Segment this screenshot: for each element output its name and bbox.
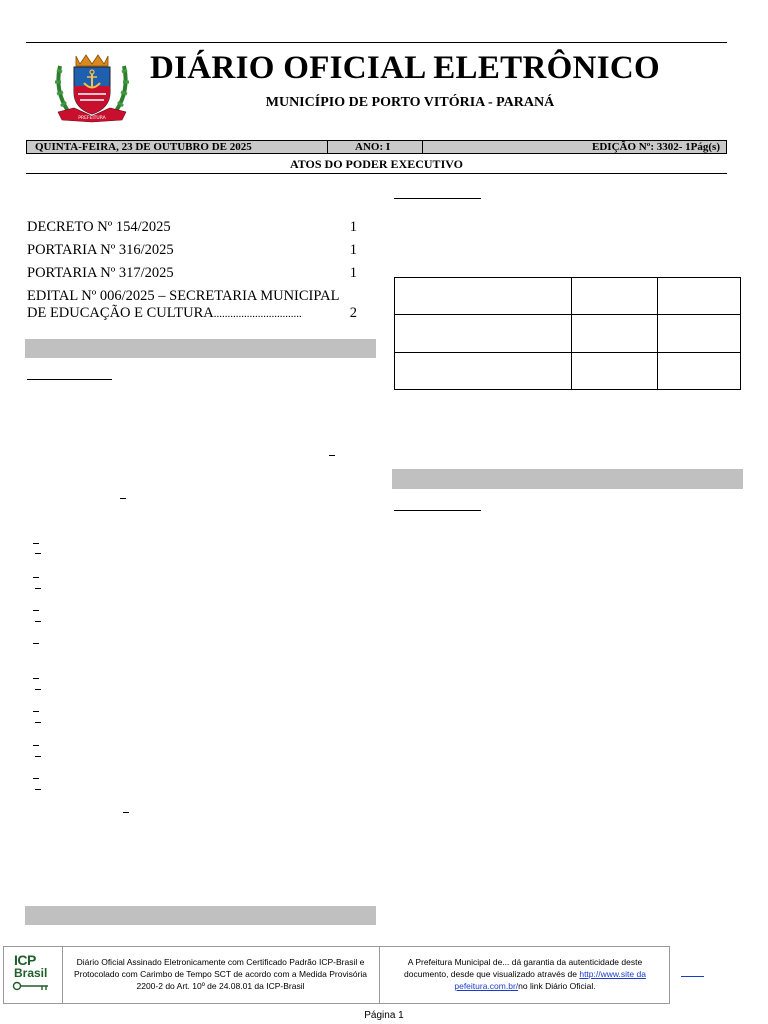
dash-mark [33, 577, 39, 578]
toc-entry-label: PORTARIA Nº 316/2025 [27, 242, 174, 258]
table-cell [395, 315, 572, 352]
dash-mark [33, 778, 39, 779]
table-cell [395, 352, 572, 389]
dash-mark [329, 455, 335, 456]
dash-mark [35, 722, 41, 723]
authenticity-suffix: no link Diário Oficial. [518, 981, 596, 991]
section-rule [26, 173, 727, 174]
table-cell [658, 352, 741, 389]
toc-entry-label-line1: EDITAL Nº 006/2025 – SECRETARIA MUNICIPAL [27, 288, 340, 304]
dash-mark [123, 812, 129, 813]
right-column-rule [394, 198, 481, 199]
dash-mark [33, 643, 39, 644]
footer-link-underline[interactable] [681, 976, 704, 977]
icp-brasil-logo [4, 947, 63, 1003]
toc-entry-label: DECRETO Nº 154/2025 [27, 219, 171, 235]
dash-mark [35, 621, 41, 622]
right-column-rule [394, 510, 481, 511]
toc-entry-page: 1 [349, 265, 357, 281]
dash-mark [33, 678, 39, 679]
table-row [395, 352, 741, 389]
edition-number: EDIÇÃO Nº: 3302- 1Pág(s) [592, 141, 720, 153]
dash-mark [35, 689, 41, 690]
dash-mark [33, 745, 39, 746]
dash-mark [35, 588, 41, 589]
toc-dot-leader: ................................ [213, 308, 302, 320]
empty-table [394, 277, 741, 390]
edition-info-bar [26, 140, 727, 154]
publication-year: ANO: I [355, 141, 391, 153]
icp-logo-text: ICP [14, 952, 36, 968]
table-cell [658, 278, 741, 315]
toc-entry-page: 1 [349, 219, 357, 235]
toc-entry-label: PORTARIA Nº 317/2025 [27, 265, 174, 281]
dash-mark [35, 756, 41, 757]
table-cell [572, 278, 658, 315]
icp-logo-subtext: Brasil [14, 966, 48, 980]
top-rule [26, 42, 727, 43]
newspaper-title: DIÁRIO OFICIAL ELETRÔNICO [150, 50, 660, 86]
authenticity-notice [381, 947, 669, 1003]
municipal-crest-logo [52, 52, 132, 124]
info-bar-divider [327, 141, 328, 153]
page-number: Página 1 [364, 1010, 404, 1021]
table-cell [572, 352, 658, 389]
municipality-subtitle: MUNICÍPIO DE PORTO VITÓRIA - PARANÁ [265, 95, 555, 110]
toc-entry-label-line2: DE EDUCAÇÃO E CULTURA [27, 305, 214, 321]
table-row [395, 278, 741, 315]
toc-entry-page: 1 [349, 242, 357, 258]
dash-mark [35, 553, 41, 554]
section-header-bar [25, 339, 376, 358]
publication-date: QUINTA-FEIRA, 23 DE OUTUBRO DE 2025 [35, 141, 252, 153]
certification-text: Diário Oficial Assinado Eletronicamente com Certificado Padrão ICP-Brasil e Protocolado com Carimbo de Tempo SCT de acordo com a Medida Provisória 2200-2 do Art. 10º de 24.08.01 da ICP-Brasil [62, 947, 380, 1003]
section-heading: ATOS DO PODER EXECUTIVO [289, 157, 463, 171]
info-bar-divider [422, 141, 423, 153]
section-header-bar [392, 469, 743, 489]
toc-entry[interactable] [27, 265, 357, 282]
key-icon [12, 981, 52, 991]
dash-mark [120, 498, 126, 499]
toc-entry-page: 2 [349, 305, 357, 321]
dash-mark [35, 789, 41, 790]
toc-entry[interactable] [27, 219, 357, 236]
section-header-bar [25, 906, 376, 925]
dash-mark [33, 543, 39, 544]
table-cell [395, 278, 572, 315]
left-column-rule [27, 379, 112, 380]
crest-ribbon-text: PREFEITURA [78, 116, 106, 121]
table-cell [658, 315, 741, 352]
toc-entry[interactable] [27, 242, 357, 259]
table-cell [572, 315, 658, 352]
dash-mark [33, 711, 39, 712]
toc-entry-edital[interactable] [27, 288, 357, 323]
dash-mark [33, 610, 39, 611]
authenticity-text: A Prefeitura Municipal de... dá garantia da autenticidade deste documento, desde que visualizado através de [404, 957, 643, 979]
table-row [395, 315, 741, 352]
prefeitura-link[interactable]: http://www.site da pefeitura.com.br/ [454, 969, 646, 991]
certification-footer [3, 946, 670, 1004]
